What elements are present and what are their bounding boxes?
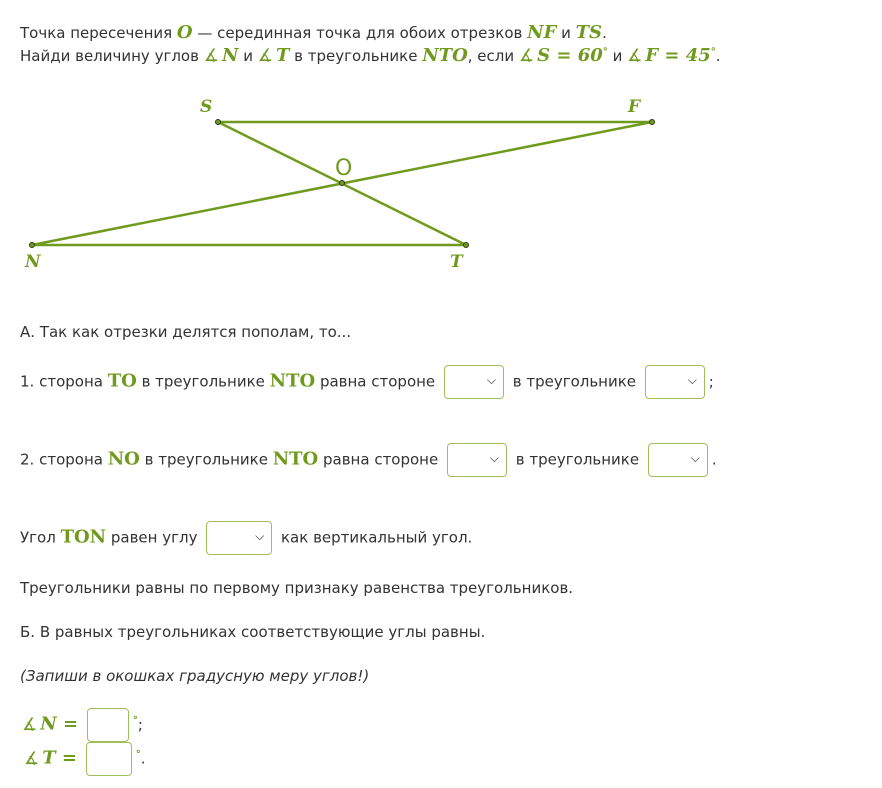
item1-triangle-select[interactable] bbox=[645, 365, 705, 399]
label-S: S bbox=[200, 97, 213, 117]
vertical-angle-row: Угол TON равен углу ⌵ как вертикальный угол. bbox=[20, 521, 472, 555]
given-angle-F: F = 45 bbox=[645, 45, 711, 66]
angle-TON: TON bbox=[60, 526, 107, 548]
side-TO: TO bbox=[107, 370, 137, 392]
item1-side-select[interactable] bbox=[444, 365, 504, 399]
chevron-down-icon: ⌵ bbox=[255, 529, 265, 543]
angle-icon: ∡ bbox=[24, 748, 40, 769]
angle-icon: ∡ bbox=[22, 714, 38, 735]
label-T: T bbox=[450, 252, 463, 272]
chevron-down-icon: ⌵ bbox=[690, 451, 700, 465]
geometry-diagram bbox=[0, 0, 882, 290]
label-F: F bbox=[628, 97, 641, 117]
item2-side-select[interactable] bbox=[447, 443, 507, 477]
point-O bbox=[340, 181, 345, 186]
label-O: O bbox=[335, 156, 353, 181]
chevron-down-icon: ⌵ bbox=[687, 373, 697, 387]
angle-icon: ∡ bbox=[203, 46, 219, 66]
side-NO: NO bbox=[107, 448, 140, 470]
angle-T-input[interactable] bbox=[86, 742, 132, 776]
chevron-down-icon: ⌵ bbox=[489, 451, 499, 465]
triangle-NTO: NTO bbox=[422, 45, 468, 66]
angle-N-input[interactable] bbox=[87, 708, 129, 742]
chevron-down-icon: ⌵ bbox=[486, 373, 496, 387]
section-b-heading: Б. В равных треугольниках соответствующие углы равны. bbox=[20, 623, 486, 641]
angle-icon: ∡ bbox=[627, 46, 643, 66]
angle-icon: ∡ bbox=[257, 46, 273, 66]
segment-NF: NF bbox=[527, 22, 557, 43]
hint-text: (Запиши в окошках градусную меру углов!) bbox=[20, 667, 370, 685]
item2-triangle-select[interactable] bbox=[648, 443, 708, 477]
task-line-2: Найди величину углов ∡ N и ∡ T в треугольнике NTO, если ∡ S = 60° и ∡ F = 45°. bbox=[20, 45, 721, 66]
point-T bbox=[464, 243, 469, 248]
answer-T-row: ∡ T = °. bbox=[24, 742, 146, 776]
point-S bbox=[216, 120, 221, 125]
item-1: 1. сторона TO в треугольнике NTO равна стороне ⌵ в треугольнике ⌵ ; bbox=[20, 365, 714, 399]
given-angle-S: S = 60 bbox=[537, 45, 603, 66]
segment-TS: TS bbox=[575, 22, 603, 43]
label-N: N bbox=[25, 252, 41, 272]
triangles-equal-text: Треугольники равны по первому признаку равенства треугольников. bbox=[20, 579, 574, 597]
point-N bbox=[30, 243, 35, 248]
answer-N-row: ∡ N = °; bbox=[22, 708, 143, 742]
angle-icon: ∡ bbox=[518, 46, 535, 66]
task-line-1: Точка пересечения O — серединная точка для обоих отрезков NF и TS. bbox=[20, 22, 607, 43]
points bbox=[30, 120, 655, 248]
vertical-angle-select[interactable] bbox=[206, 521, 272, 555]
item-2: 2. сторона NO в треугольнике NTO равна стороне ⌵ в треугольнике ⌵ . bbox=[20, 443, 717, 477]
section-a-heading: А. Так как отрезки делятся пополам, то... bbox=[20, 323, 352, 341]
point-O: O bbox=[176, 22, 193, 43]
point-F bbox=[650, 120, 655, 125]
